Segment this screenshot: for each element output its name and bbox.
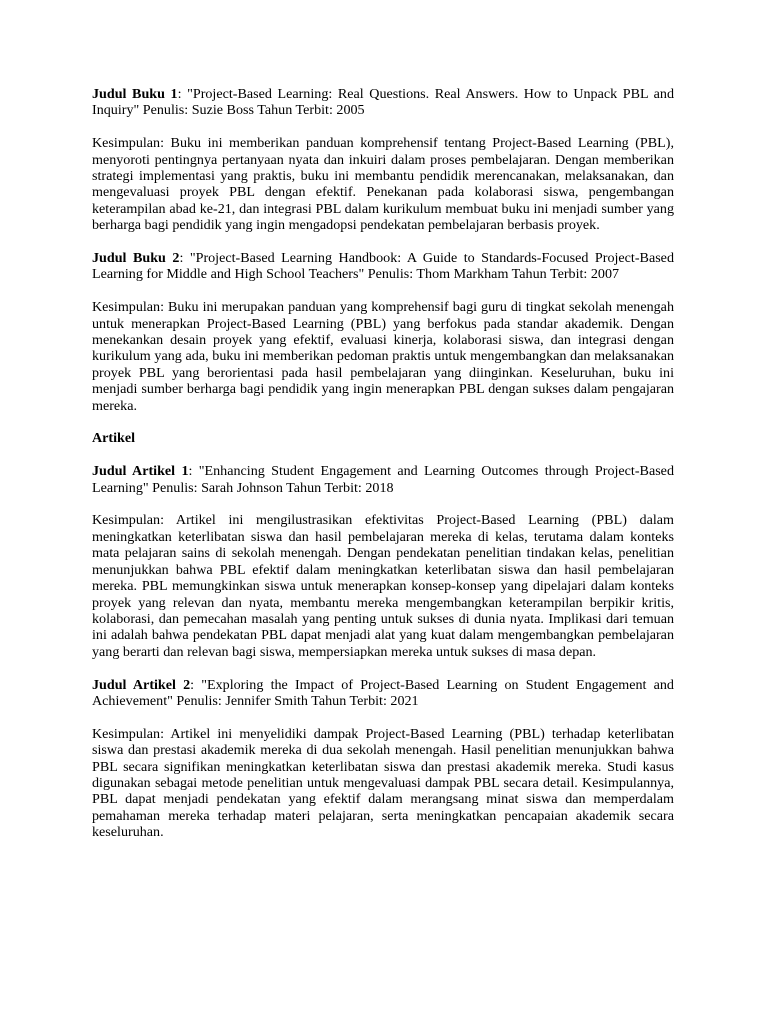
article-2-citation-text: : "Exploring the Impact of Project-Based Learning on Student Engagement and Achievement" Penulis: Jennifer Smith Tahun Terbit: 2021 xyxy=(92,676,674,709)
article-1-citation-text: : "Enhancing Student Engagement and Learning Outcomes through Project-Based Learning" Penulis: Sarah Johnson Tahun Terbit: 2018 xyxy=(92,463,674,496)
section-heading-artikel: Artikel xyxy=(92,430,136,447)
article-2-summary: Kesimpulan: Artikel ini menyelidiki dampak Project-Based Learning (PBL) terhadap keterlibatan siswa dan prestasi akademik mereka di dua sekolah menengah. Hasil penelitian menunjukkan bahwa PBL secara signifikan meningkatkan keterlibatan siswa dan prestasi akademik mereka. Studi kasus digunakan sebagai metode penelitian untuk mengevaluasi dampak PBL secara detail. Kesimpulannya, PBL dapat menjadi pendekatan yang efektif dalam merangsang minat siswa dan memperdalam pemahaman mereka terhadap materi pelajaran, serta meningkatkan pencapaian akademik secara keseluruhan. xyxy=(92,725,674,841)
book-2-label: Judul Buku 2 xyxy=(92,250,180,267)
document-page xyxy=(92,86,674,857)
article-1-citation xyxy=(92,463,674,496)
book-1-citation xyxy=(92,86,674,119)
article-2-citation xyxy=(92,677,674,710)
book-2-citation-text: : "Project-Based Learning Handbook: A Guide to Standards-Focused Project-Based Learning for Middle and High School Teachers" Penulis: Thom Markham Tahun Terbit: 2007 xyxy=(92,250,674,283)
article-2-label: Judul Artikel 2 xyxy=(92,676,191,693)
book-1-label: Judul Buku 1 xyxy=(92,86,178,102)
book-1-summary: Kesimpulan: Buku ini memberikan panduan komprehensif tentang Project-Based Learning (PBL), menyoroti pentingnya pertanyaan nyata dan inkuiri dalam proses pembelajaran. Dengan memberikan strategi implementasi yang praktis, buku ini membantu pendidik merencanakan, melaksanakan, dan mengevaluasi proyek PBL dengan efektif. Penekanan pada kolaborasi siswa, pengembangan keterampilan abad ke-21, dan integrasi PBL dalam kurikulum membuat buku ini menjadi sumber yang berharga bagi pendidik yang ingin mengadopsi pendekatan pembelajaran berbasis proyek. xyxy=(92,135,674,234)
article-1-summary: Kesimpulan: Artikel ini mengilustrasikan efektivitas Project-Based Learning (PBL) dalam meningkatkan keterlibatan siswa dan hasil pembelajaran mereka di kelas, terutama dalam konteks mata pelajaran sains di sekolah menengah. Dengan pendekatan penelitian tindakan kelas, penelitian menunjukkan bahwa PBL efektif dalam meningkatkan keterlibatan siswa dan hasil pembelajaran mereka. PBL memungkinkan siswa untuk menerapkan konsep-konsep yang dipelajari dalam konteks proyek yang relevan dan nyata, membantu mereka mengembangkan keterampilan berpikir kritis, kolaborasi, dan pemecahan masalah yang penting untuk sukses di dunia nyata. Implikasi dari temuan ini adalah bahwa pendekatan PBL dapat menjadi alat yang kuat dalam mengembangkan pembelajaran yang berarti dan relevan bagi siswa, mempersiapkan mereka untuk sukses di masa depan. xyxy=(92,512,674,660)
book-2-summary: Kesimpulan: Buku ini merupakan panduan yang komprehensif bagi guru di tingkat sekolah menengah untuk menerapkan Project-Based Learning (PBL) yang berfokus pada standar akademik. Dengan menekankan desain proyek yang efektif, evaluasi kinerja, kolaborasi siswa, dan integrasi dengan kurikulum yang ada, buku ini memberikan pedoman praktis untuk mengembangkan dan melaksanakan proyek PBL yang berorientasi pada hasil pembelajaran yang diinginkan. Keseluruhan, buku ini menjadi sumber berharga bagi pendidik yang ingin menerapkan PBL dengan sukses dalam pengajaran mereka. xyxy=(92,299,674,414)
article-1-label: Judul Artikel 1 xyxy=(92,463,189,480)
book-1-citation-text: : "Project-Based Learning: Real Questions. Real Answers. How to Unpack PBL and Inquiry" Penulis: Suzie Boss Tahun Terbit: 2005 xyxy=(92,86,674,119)
book-2-citation xyxy=(92,250,674,283)
